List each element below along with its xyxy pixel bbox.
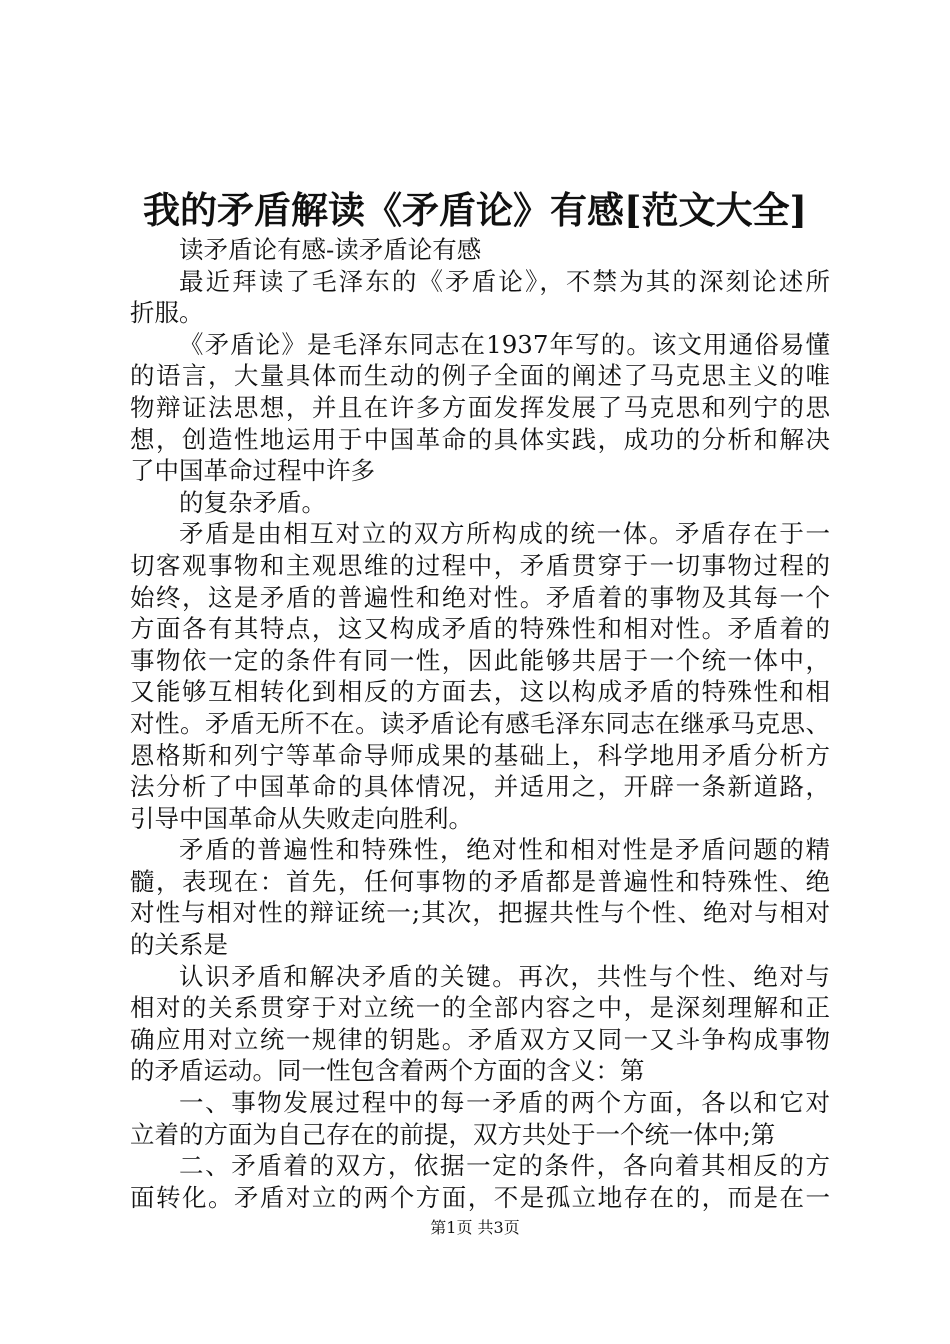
body-line: 立着的方面为自己存在的前提，双方共处于一个统一体中;第 xyxy=(130,1119,776,1149)
body-line: 相对的关系贯穿于对立统一的全部内容之中，是深刻理解和正 xyxy=(130,993,830,1023)
body-line: 切客观事物和主观思维的过程中，矛盾贯穿于一切事物过程的 xyxy=(130,550,830,580)
body-line: 又能够互相转化到相反的方面去，这以构成矛盾的特殊性和相 xyxy=(130,677,830,707)
body-line: 法分析了中国革命的具体情况，并适用之，开辟一条新道路， xyxy=(130,772,830,802)
body-line: 最近拜读了毛泽东的《矛盾论》，不禁为其的深刻论述所 xyxy=(179,266,830,296)
body-line: 矛盾的普遍性和特殊性，绝对性和相对性是矛盾问题的精 xyxy=(179,835,830,865)
body-line: 的关系是 xyxy=(130,930,228,960)
document-title: 我的矛盾解读《矛盾论》有感[范文大全] xyxy=(142,188,807,232)
document-body xyxy=(130,234,830,1213)
body-line: 认识矛盾和解决矛盾的关键。再次，共性与个性、绝对与 xyxy=(179,961,830,991)
body-line: 方面各有其特点，这又构成矛盾的特殊性和相对性。矛盾着的 xyxy=(130,614,830,644)
body-line: 的复杂矛盾。 xyxy=(179,487,326,517)
body-line: 引导中国革命从失败走向胜利。 xyxy=(130,803,473,833)
body-line: 髓，表现在：首先，任何事物的矛盾都是普遍性和特殊性、绝 xyxy=(130,866,830,896)
body-line: 一、事物发展过程中的每一矛盾的两个方面，各以和它对 xyxy=(179,1088,830,1118)
page-footer: 第1页 共3页 xyxy=(430,1218,520,1237)
body-line: 了中国革命过程中许多 xyxy=(130,456,375,486)
body-line: 面转化。矛盾对立的两个方面，不是孤立地存在的，而是在一 xyxy=(130,1182,830,1212)
body-line: 矛盾是由相互对立的双方所构成的统一体。矛盾存在于一 xyxy=(179,519,830,549)
body-line: 二、矛盾着的双方，依据一定的条件，各向着其相反的方 xyxy=(179,1151,830,1181)
body-line: 想，创造性地运用于中国革命的具体实践，成功的分析和解决 xyxy=(130,424,830,454)
body-line: 确应用对立统一规律的钥匙。矛盾双方又同一又斗争构成事物 xyxy=(130,1024,830,1054)
body-line: 对性与相对性的辩证统一;其次，把握共性与个性、绝对与相对 xyxy=(130,898,830,928)
body-line: 读矛盾论有感-读矛盾论有感 xyxy=(179,235,482,264)
body-line: 的矛盾运动。同一性包含着两个方面的含义：第 xyxy=(130,1056,645,1086)
body-line: 物辩证法思想，并且在许多方面发挥发展了马克思和列宁的思 xyxy=(130,392,830,422)
body-line: 恩格斯和列宁等革命导师成果的基础上，科学地用矛盾分析方 xyxy=(130,740,830,770)
body-line: 事物依一定的条件有同一性，因此能够共居于一个统一体中， xyxy=(130,645,830,675)
body-line: 的语言，大量具体而生动的例子全面的阐述了马克思主义的唯 xyxy=(130,361,830,391)
body-line: 折服。 xyxy=(130,298,204,328)
body-line: 对性。矛盾无所不在。读矛盾论有感毛泽东同志在继承马克思、 xyxy=(130,708,830,738)
body-line: 《矛盾论》是毛泽东同志在1937年写的。该文用通俗易懂 xyxy=(179,329,830,359)
body-line: 始终，这是矛盾的普遍性和绝对性。矛盾着的事物及其每一个 xyxy=(130,582,830,612)
